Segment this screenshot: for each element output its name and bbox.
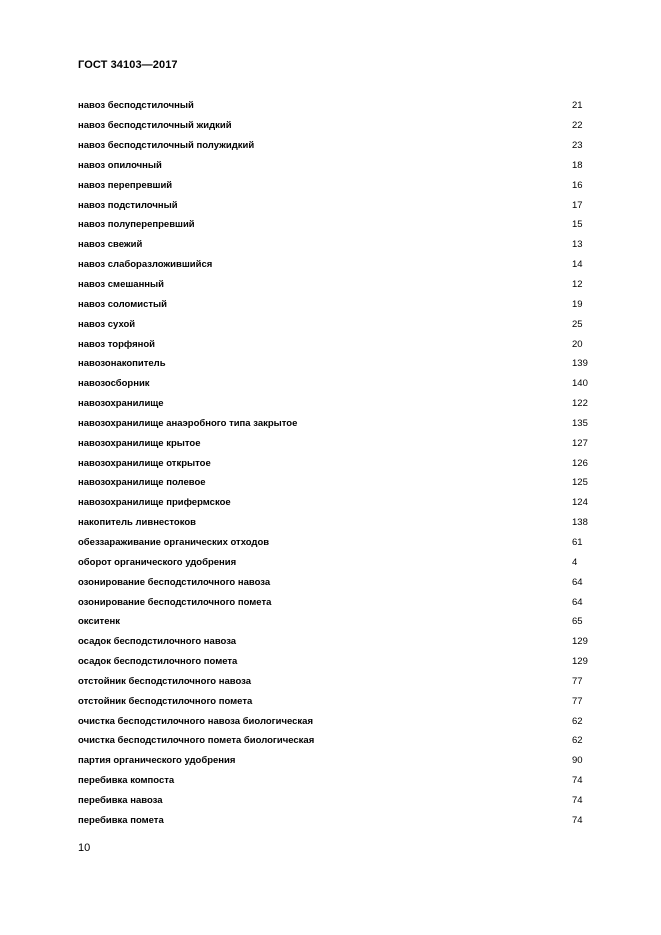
index-entry [78, 592, 586, 612]
index-entry [78, 414, 586, 434]
index-term: перебивка помета [78, 814, 164, 826]
index-term-number: 125 [572, 477, 588, 489]
index-term: обеззараживание органических отходов [78, 536, 270, 548]
index-term: осадок бесподстилочного помета [78, 656, 238, 668]
index-term: озонирование бесподстилочного помета [78, 596, 272, 608]
index-term-number: 22 [572, 120, 583, 132]
index-term: навоз бесподстилочный полужидкий [78, 140, 255, 152]
index-term-number: 17 [572, 199, 583, 211]
index-entry [78, 255, 586, 275]
index-entry [78, 453, 586, 473]
index-term-number: 13 [572, 239, 583, 251]
index-term: навоз подстилочный [78, 199, 178, 211]
index-term: навозохранилище крытое [78, 437, 201, 449]
index-term-number: 16 [572, 179, 583, 191]
index-entry [78, 711, 586, 731]
index-entry [78, 215, 586, 235]
index-entry [78, 175, 586, 195]
index-term-number: 129 [572, 656, 588, 668]
index-term-number: 77 [572, 695, 583, 707]
index-term-number: 25 [572, 318, 583, 330]
index-term-number: 12 [572, 279, 583, 291]
index-term-number: 74 [572, 775, 583, 787]
index-entry [78, 632, 586, 652]
index-term-number: 14 [572, 259, 583, 271]
index-term: озонирование бесподстилочного навоза [78, 576, 271, 588]
index-term-number: 135 [572, 417, 588, 429]
index-term: навоз опилочный [78, 159, 162, 171]
index-term: навоз перепревший [78, 179, 173, 191]
alphabetical-index [78, 96, 586, 830]
index-entry [78, 493, 586, 513]
index-term: перебивка компоста [78, 775, 175, 787]
index-term: навозохранилище открытое [78, 457, 211, 469]
index-term: навоз бесподстилочный жидкий [78, 120, 232, 132]
index-term-number: 90 [572, 755, 583, 767]
index-term-number: 64 [572, 576, 583, 588]
index-entry [78, 433, 586, 453]
index-term: навозонакопитель [78, 358, 166, 370]
index-entry [78, 374, 586, 394]
index-entry [78, 791, 586, 811]
index-entry [78, 612, 586, 632]
index-term: навоз бесподстилочный [78, 100, 194, 112]
index-term: навоз слаборазложившийся [78, 259, 213, 271]
index-term: отстойник бесподстилочного навоза [78, 675, 252, 687]
page-header: ГОСТ 34103—2017 [78, 59, 178, 71]
index-term: навозохранилище анаэробного типа закрытое [78, 417, 298, 429]
index-entry [78, 810, 586, 830]
index-term-number: 74 [572, 794, 583, 806]
index-entry [78, 96, 586, 116]
index-term-number: 19 [572, 298, 583, 310]
index-term-number: 122 [572, 398, 588, 410]
index-term-number: 126 [572, 457, 588, 469]
index-term-number: 140 [572, 378, 588, 390]
index-term: навозохранилище [78, 398, 164, 410]
index-entry [78, 473, 586, 493]
index-term-number: 138 [572, 517, 588, 529]
index-entry [78, 354, 586, 374]
index-entry [78, 652, 586, 672]
index-term-number: 129 [572, 636, 588, 648]
index-term-number: 23 [572, 140, 583, 152]
index-term: очистка бесподстилочного помета биологическая [78, 735, 315, 747]
index-term-number: 139 [572, 358, 588, 370]
index-term-number: 61 [572, 536, 583, 548]
index-term: навозохранилище прифермское [78, 497, 231, 509]
index-term: навоз соломистый [78, 298, 167, 310]
index-term-number: 65 [572, 616, 583, 628]
index-term: отстойник бесподстилочного помета [78, 695, 253, 707]
index-term: накопитель ливнестоков [78, 517, 196, 529]
index-entry [78, 552, 586, 572]
index-term: навоз свежий [78, 239, 143, 251]
index-term: окситенк [78, 616, 120, 628]
index-term: навоз торфяной [78, 338, 156, 350]
index-entry [78, 394, 586, 414]
index-entry [78, 751, 586, 771]
index-term-number: 74 [572, 814, 583, 826]
index-entry [78, 771, 586, 791]
index-term-number: 127 [572, 437, 588, 449]
index-term: очистка бесподстилочного навоза биологическая [78, 715, 314, 727]
index-term-number: 62 [572, 735, 583, 747]
index-entry [78, 275, 586, 295]
index-term: навоз полуперепревший [78, 219, 195, 231]
index-term: навозохранилище полевое [78, 477, 206, 489]
index-term-number: 18 [572, 159, 583, 171]
index-term-number: 20 [572, 338, 583, 350]
index-term: партия органического удобрения [78, 755, 236, 767]
index-term-number: 64 [572, 596, 583, 608]
page-number: 10 [78, 842, 91, 854]
index-term-number: 21 [572, 100, 583, 112]
index-entry [78, 731, 586, 751]
index-entry [78, 156, 586, 176]
index-term: навоз смешанный [78, 279, 165, 291]
index-entry [78, 314, 586, 334]
index-entry [78, 195, 586, 215]
index-entry [78, 334, 586, 354]
index-entry [78, 116, 586, 136]
index-term: навозосборник [78, 378, 150, 390]
index-term-number: 77 [572, 675, 583, 687]
index-term-number: 62 [572, 715, 583, 727]
index-term-number: 15 [572, 219, 583, 231]
index-term: перебивка навоза [78, 794, 163, 806]
index-term-number: 124 [572, 497, 588, 509]
index-entry [78, 671, 586, 691]
index-entry [78, 235, 586, 255]
index-entry [78, 136, 586, 156]
index-term: оборот органического удобрения [78, 556, 237, 568]
index-term-number: 4 [572, 556, 578, 568]
index-entry [78, 691, 586, 711]
index-entry [78, 533, 586, 553]
index-term: осадок бесподстилочного навоза [78, 636, 237, 648]
index-entry [78, 513, 586, 533]
index-entry [78, 294, 586, 314]
index-term: навоз сухой [78, 318, 136, 330]
index-entry [78, 572, 586, 592]
